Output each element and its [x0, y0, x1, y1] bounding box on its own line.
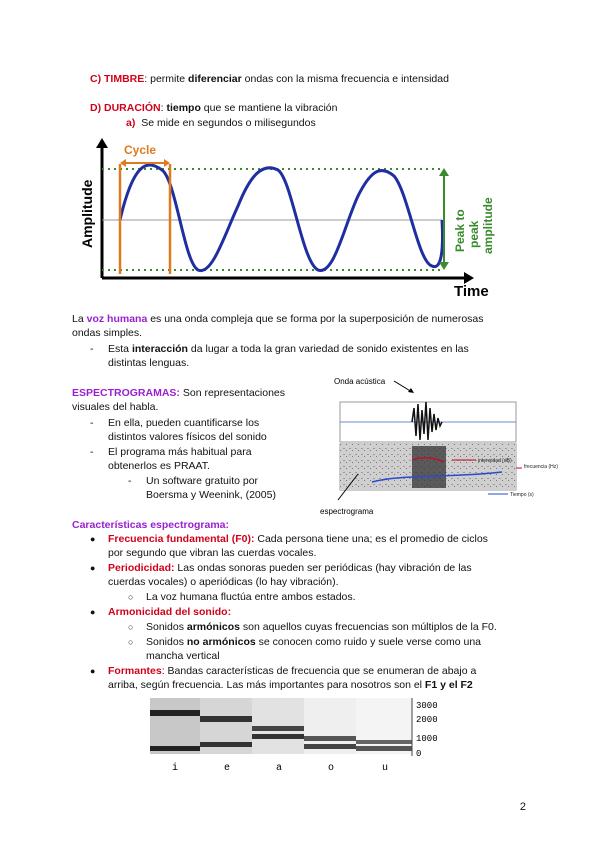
espectro-b1: En ella, pueden cuantificarse los distintos valores físicos del sonido [108, 417, 267, 443]
espectro-b3: Un software gratuito por Boersma y Weenink, (2005) [146, 475, 276, 501]
armonicos-item: Sonidos armónicos son aquellos cuyas frecuencias son múltiplos de la F0. [146, 621, 497, 633]
periodicidad-item: Periodicidad: Las ondas sonoras pueden ser periódicas (hay vibración de las cuerdas vocales) o aperiódicas (lo hay vibración). [108, 562, 472, 588]
x-axis-label: Time [454, 283, 489, 300]
voz-paragraph: La voz humana es una onda compleja que se forma por la superposición de numerosas ondas simples. [72, 313, 484, 339]
sub-bullet: ○ [128, 622, 134, 632]
bullet: ● [90, 666, 96, 676]
dash: - [90, 446, 94, 458]
page-number: 2 [519, 801, 526, 813]
espectrograma-label: espectrograma [320, 507, 374, 516]
dash: - [90, 417, 94, 429]
bullet: ● [90, 563, 96, 573]
dash: - [128, 475, 132, 487]
formant-chart [150, 696, 450, 772]
section-d: D) DURACIÓN: tiempo que se mantiene la vibración [90, 102, 338, 114]
no-armonicos-item: Sonidos no armónicos se conocen como ruido y suele verse como una mancha vertical [146, 636, 482, 662]
dash: - [90, 343, 94, 355]
armonicidad-title: Armonicidad del sonido: [108, 606, 232, 618]
tiempo-label: Tiempo (s) [510, 492, 534, 498]
tick-label: 3000 [416, 701, 438, 711]
peak-label-2: peak [467, 220, 481, 248]
cycle-label: Cycle [124, 143, 157, 157]
vowel-label: o [328, 763, 335, 772]
frecuencia-label: frecuencia (Hz) [524, 464, 558, 470]
spectrogram-figure [312, 374, 562, 520]
periodicidad-sub: La voz humana fluctúa entre ambos estados. [146, 591, 356, 603]
voz-bullet: Esta interacción da lugar a toda la gran variedad de sonido existentes en las distintas lenguas. [108, 343, 469, 369]
bullet: ● [90, 607, 96, 617]
sub-bullet: ○ [128, 592, 134, 602]
y-axis-arrow [96, 138, 108, 148]
vowel-label: a [276, 763, 283, 772]
bullet: ● [90, 534, 96, 544]
caracteristicas-title: Características espectrograma: [72, 519, 229, 531]
f0-item: Frecuencia fundamental (F0): Cada persona tiene una; es el promedio de ciclos por segundo que vibran las cuerdas vocales. [108, 533, 488, 559]
onda-label: Onda acústica [334, 377, 386, 386]
sine-wave-figure [72, 136, 512, 306]
tick-label: 0 [416, 749, 422, 759]
y-axis-label: Amplitude [79, 179, 95, 248]
sine-path [120, 165, 443, 271]
peak-label-1: Peak to [453, 209, 467, 252]
tick-label: 1000 [416, 734, 438, 744]
vowel-label: i [172, 763, 179, 772]
section-c: C) TIMBRE: permite diferenciar ondas con la misma frecuencia e intensidad [90, 73, 449, 85]
intensidad-label: intensidad (dB) [478, 458, 512, 464]
espectro-b2: El programa más habitual para obtenerlos es PRAAT. [108, 446, 252, 472]
vowel-label: u [382, 763, 389, 772]
sub-bullet: ○ [128, 637, 134, 647]
tick-label: 2000 [416, 715, 438, 725]
espectro-intro: ESPECTROGRAMAS: Son representaciones visuales del habla. [72, 387, 286, 413]
section-d-sub: a) Se mide en segundos o milisegundos [126, 117, 316, 129]
peak-label-3: amplitude [481, 197, 495, 254]
formantes-item: Formantes: Bandas características de frecuencia que se enumeran de abajo a arriba, según frecuencia. Las más importantes para nosotros son el F1 y el F2 [108, 665, 477, 691]
vowel-label: e [224, 763, 231, 772]
